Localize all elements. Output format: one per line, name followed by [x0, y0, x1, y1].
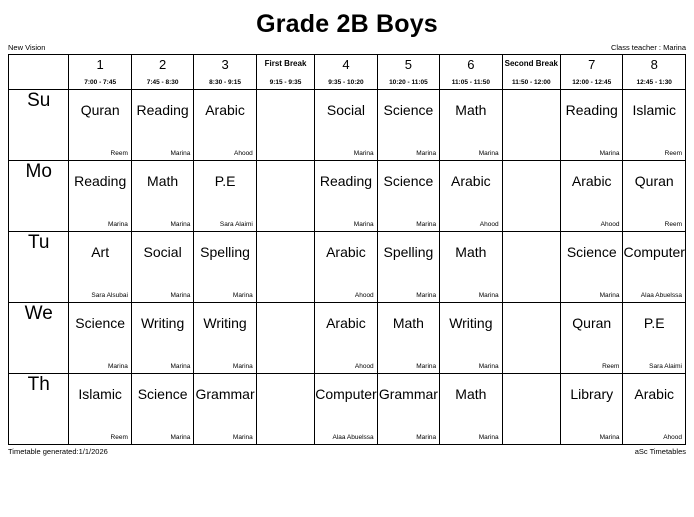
header-corner-cell: [9, 55, 69, 90]
lesson-teacher: Marina: [108, 363, 128, 370]
lesson-cell[interactable]: [623, 161, 686, 232]
header-break-cell: [502, 55, 560, 90]
header-period-time: 12:00 - 12:45: [572, 79, 612, 86]
lesson-teacher: Marina: [232, 292, 253, 299]
lesson-content: [440, 303, 501, 373]
lesson-subject: Arabic: [326, 244, 366, 260]
lesson-content: [440, 161, 501, 231]
table-row: [9, 232, 686, 303]
lesson-content: [132, 161, 193, 231]
lesson-teacher: Marina: [416, 434, 437, 441]
footer-generated-label: Timetable generated:1/1/2026: [8, 447, 108, 456]
lesson-cell[interactable]: [315, 90, 377, 161]
lesson-cell[interactable]: [131, 232, 193, 303]
lesson-content: [69, 374, 130, 444]
lesson-subject: Reading: [74, 173, 127, 189]
timetable-table: [8, 54, 686, 445]
header-period-number: 1: [96, 57, 104, 72]
header-period-number: 2: [159, 57, 167, 72]
day-label-cell: Su: [9, 90, 69, 161]
lesson-content: [623, 232, 685, 302]
lesson-teacher: Marina: [416, 363, 437, 370]
lesson-subject: Social: [143, 244, 182, 260]
lesson-cell[interactable]: [623, 232, 686, 303]
lesson-content: [561, 374, 622, 444]
lesson-content: [132, 303, 193, 373]
lesson-content: [194, 232, 255, 302]
lesson-content: [561, 90, 622, 160]
lesson-cell[interactable]: [315, 161, 377, 232]
lesson-subject: Quran: [572, 315, 612, 331]
lesson-cell[interactable]: [377, 374, 439, 445]
lesson-subject: Spelling: [383, 244, 434, 260]
lesson-cell[interactable]: [69, 90, 131, 161]
lesson-subject: Arabic: [571, 173, 612, 189]
lesson-cell[interactable]: [440, 374, 502, 445]
lesson-cell[interactable]: [69, 303, 131, 374]
header-period-time: 12:45 - 1:30: [636, 79, 672, 86]
lesson-cell[interactable]: [131, 90, 193, 161]
lesson-content: [623, 303, 685, 373]
lesson-cell[interactable]: [440, 232, 502, 303]
lesson-subject: Reading: [565, 102, 618, 118]
day-label-cell: Mo: [9, 161, 69, 232]
header-period-time: 11:05 - 11:50: [451, 79, 490, 86]
lesson-teacher: Ahood: [600, 221, 620, 228]
lesson-teacher: Marina: [478, 363, 499, 370]
lesson-subject: Computer: [623, 244, 685, 260]
lesson-teacher: Reem: [664, 221, 682, 228]
lesson-cell[interactable]: [131, 374, 193, 445]
lesson-subject: Reading: [319, 173, 373, 189]
header-period-time: 8:30 - 9:15: [209, 79, 241, 86]
lesson-cell[interactable]: [194, 232, 256, 303]
lesson-subject: Math: [455, 386, 487, 402]
lesson-teacher: Marina: [599, 292, 620, 299]
lesson-subject: Grammar: [378, 386, 438, 402]
header-period-cell: [69, 55, 131, 90]
lesson-cell[interactable]: [623, 303, 686, 374]
header-period-cell: [315, 55, 377, 90]
lesson-subject: Art: [91, 244, 110, 260]
lesson-subject: Quran: [80, 102, 120, 118]
lesson-teacher: Ahood: [663, 434, 682, 441]
lesson-subject: Science: [383, 102, 434, 118]
lesson-subject: Writing: [449, 315, 493, 331]
lesson-teacher: Marina: [170, 363, 191, 370]
lesson-subject: Math: [392, 315, 424, 331]
lesson-teacher: Ahood: [354, 363, 374, 370]
lesson-teacher: Marina: [353, 221, 374, 228]
meta-row: [0, 39, 694, 54]
header-break-label: First Break: [264, 59, 307, 68]
lesson-content: [69, 232, 130, 302]
lesson-cell[interactable]: [194, 374, 256, 445]
header-period-cell: [131, 55, 193, 90]
lesson-subject: Quran: [634, 173, 674, 189]
lesson-teacher: Marina: [170, 292, 191, 299]
lesson-cell[interactable]: [623, 90, 686, 161]
lesson-teacher: Sara Alsubai: [91, 292, 128, 299]
lesson-content: [378, 90, 439, 160]
lesson-content: [440, 374, 501, 444]
lesson-cell[interactable]: [194, 161, 256, 232]
lesson-content: [194, 90, 255, 160]
lesson-teacher: Marina: [170, 150, 191, 157]
lesson-teacher: Marina: [599, 434, 620, 441]
lesson-teacher: Reem: [110, 434, 128, 441]
header-period-number: 4: [342, 57, 350, 72]
header-break-cell: [256, 55, 314, 90]
header-period-time: 7:00 - 7:45: [84, 79, 117, 86]
header-period-time: 7:45 - 8:30: [146, 79, 179, 86]
lesson-subject: Science: [383, 173, 434, 189]
lesson-teacher: Sara Alaimi: [649, 363, 682, 370]
lesson-cell[interactable]: [315, 303, 377, 374]
lesson-teacher: Marina: [416, 221, 437, 228]
header-period-number: 5: [404, 57, 413, 72]
lesson-teacher: Marina: [170, 434, 191, 441]
break-cell: [256, 90, 314, 161]
lesson-cell[interactable]: [377, 303, 439, 374]
lesson-cell[interactable]: [377, 90, 439, 161]
header-period-number: 8: [650, 57, 658, 72]
lesson-content: [623, 374, 685, 444]
lesson-cell[interactable]: [131, 161, 193, 232]
break-cell: [256, 303, 314, 374]
lesson-cell[interactable]: [440, 161, 502, 232]
table-row: [9, 374, 686, 445]
lesson-content: [561, 303, 622, 373]
header-break-time: 11:50 - 12:00: [511, 79, 551, 86]
header-period-cell: [377, 55, 439, 90]
break-cell: [502, 374, 560, 445]
break-cell: [256, 161, 314, 232]
lesson-content: [378, 303, 439, 373]
lesson-subject: Math: [147, 173, 179, 189]
lesson-content: [378, 374, 439, 444]
lesson-content: [194, 303, 255, 373]
lesson-subject: Reading: [136, 102, 189, 118]
break-cell: [502, 161, 560, 232]
lesson-subject: Arabic: [451, 173, 491, 189]
lesson-cell[interactable]: [315, 374, 377, 445]
lesson-teacher: Alaa Abuelssa: [640, 292, 682, 299]
lesson-content: [315, 90, 376, 160]
lesson-content: [194, 374, 255, 444]
lesson-teacher: Marina: [170, 221, 191, 228]
table-row: [9, 161, 686, 232]
lesson-teacher: Reem: [664, 150, 682, 157]
lesson-cell[interactable]: [561, 374, 623, 445]
lesson-subject: Computer: [315, 386, 377, 402]
lesson-subject: Social: [326, 102, 366, 118]
lesson-teacher: Marina: [232, 434, 253, 441]
break-cell: [256, 374, 314, 445]
lesson-content: [440, 90, 501, 160]
lesson-cell[interactable]: [377, 161, 439, 232]
lesson-cell[interactable]: [377, 232, 439, 303]
lesson-content: [378, 232, 439, 302]
lesson-content: [440, 232, 501, 302]
lesson-subject: Writing: [203, 315, 247, 331]
lesson-teacher: Ahood: [234, 150, 253, 157]
class-teacher-label: Class teacher : Marina: [610, 43, 686, 52]
lesson-subject: Grammar: [195, 386, 255, 402]
lesson-subject: Arabic: [634, 386, 675, 402]
footer: [0, 445, 694, 456]
lesson-content: [69, 90, 130, 160]
day-label-cell: Tu: [9, 232, 69, 303]
lesson-content: [69, 161, 130, 231]
lesson-teacher: Reem: [110, 150, 128, 157]
lesson-teacher: Marina: [232, 363, 253, 370]
lesson-teacher: Marina: [599, 150, 620, 157]
lesson-content: [623, 90, 685, 160]
header-period-cell: [623, 55, 686, 90]
lesson-teacher: Marina: [478, 292, 499, 299]
lesson-teacher: Sara Alaimi: [219, 221, 253, 228]
lesson-cell[interactable]: [131, 303, 193, 374]
lesson-content: [132, 232, 193, 302]
timetable-grid-wrap: [0, 54, 694, 445]
lesson-cell[interactable]: [623, 374, 686, 445]
break-cell: [502, 303, 560, 374]
header-period-number: 6: [467, 57, 475, 72]
header-period-time: 10:20 - 11:05: [389, 79, 428, 86]
lesson-cell[interactable]: [194, 90, 256, 161]
lesson-teacher: Marina: [478, 150, 499, 157]
lesson-teacher: Ahood: [354, 292, 374, 299]
header-period-cell: [440, 55, 502, 90]
lesson-subject: Science: [566, 244, 617, 260]
lesson-teacher: Alaa Abuelssa: [332, 434, 374, 441]
lesson-subject: Arabic: [205, 102, 245, 118]
lesson-cell[interactable]: [440, 90, 502, 161]
lesson-teacher: Marina: [353, 150, 374, 157]
lesson-subject: Math: [455, 244, 487, 260]
lesson-teacher: Marina: [416, 292, 437, 299]
break-cell: [256, 232, 314, 303]
lesson-cell[interactable]: [440, 303, 502, 374]
header-period-number: 7: [588, 57, 596, 72]
lesson-content: [69, 303, 130, 373]
lesson-cell[interactable]: [561, 161, 623, 232]
lesson-subject: Islamic: [632, 102, 676, 118]
lesson-subject: Math: [455, 102, 487, 118]
lesson-cell[interactable]: [561, 232, 623, 303]
lesson-cell[interactable]: [194, 303, 256, 374]
lesson-teacher: Ahood: [479, 221, 499, 228]
lesson-subject: Spelling: [200, 244, 250, 260]
day-label-cell: Th: [9, 374, 69, 445]
lesson-teacher: Marina: [108, 221, 128, 228]
lesson-content: [315, 374, 376, 444]
timetable-header-row: [9, 55, 686, 90]
school-name: New Vision: [8, 43, 46, 52]
header-period-time: 9:35 - 10:20: [328, 79, 364, 86]
lesson-cell[interactable]: [69, 161, 131, 232]
lesson-teacher: Reem: [602, 363, 620, 370]
lesson-subject: Arabic: [326, 315, 366, 331]
break-cell: [502, 232, 560, 303]
break-cell: [502, 90, 560, 161]
lesson-subject: Islamic: [78, 386, 122, 402]
header-period-cell: [194, 55, 256, 90]
lesson-content: [315, 161, 376, 231]
header-break-label: Second Break: [504, 59, 558, 68]
lesson-cell[interactable]: [561, 303, 623, 374]
lesson-teacher: Marina: [416, 150, 437, 157]
day-label-cell: We: [9, 303, 69, 374]
lesson-content: [561, 161, 622, 231]
lesson-teacher: Marina: [478, 434, 499, 441]
lesson-content: [194, 161, 255, 231]
lesson-content: [132, 374, 193, 444]
lesson-content: [132, 90, 193, 160]
lesson-content: [315, 303, 376, 373]
lesson-content: [623, 161, 685, 231]
header-period-number: 3: [221, 57, 229, 72]
lesson-subject: Science: [75, 315, 126, 331]
lesson-content: [315, 232, 376, 302]
header-period-cell: [561, 55, 623, 90]
lesson-content: [561, 232, 622, 302]
footer-brand-label: aSc Timetables: [634, 447, 686, 456]
table-row: [9, 90, 686, 161]
table-row: [9, 303, 686, 374]
header-break-time: 9:15 - 9:35: [269, 79, 302, 86]
lesson-cell[interactable]: [69, 232, 131, 303]
lesson-cell[interactable]: [561, 90, 623, 161]
lesson-subject: Library: [570, 386, 614, 402]
lesson-cell[interactable]: [69, 374, 131, 445]
lesson-subject: P.E: [643, 315, 665, 331]
lesson-subject: P.E: [214, 173, 236, 189]
page-title: Grade 2B Boys: [256, 10, 438, 38]
lesson-subject: Science: [137, 386, 188, 402]
lesson-subject: Writing: [140, 315, 185, 331]
lesson-content: [378, 161, 439, 231]
lesson-cell[interactable]: [315, 232, 377, 303]
